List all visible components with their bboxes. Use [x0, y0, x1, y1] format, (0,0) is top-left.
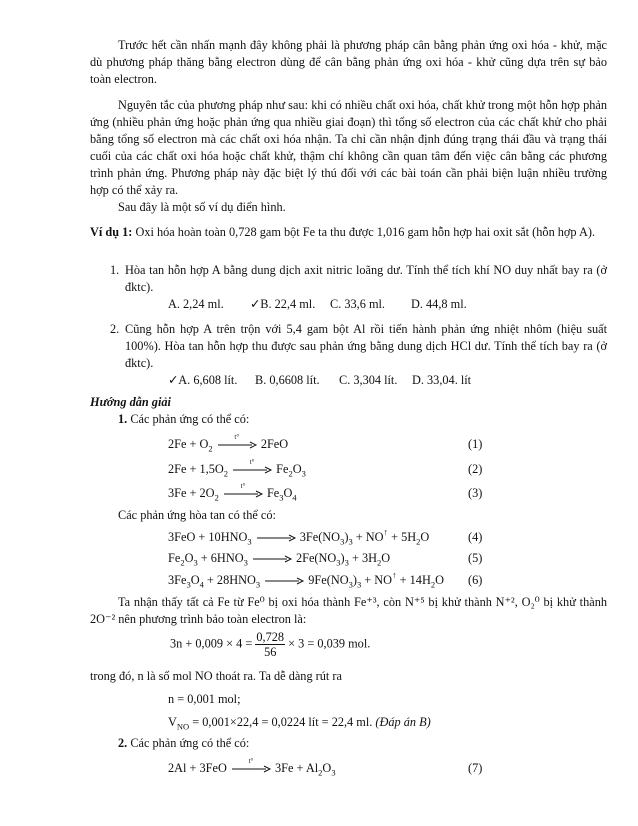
question-2-text: Cũng hỗn hợp A trên trộn với 5,4 gam bột Al rồi tiến hành phản ứng nhiệt nhôm (hiệu suất 100%). Hòa tan hỗn hợp thu được sau phản ứng bằng dung dịch HCl dư. Tính thể tích bay ra (ở đktc).: [125, 322, 607, 370]
example-text: Oxi hóa hoàn toàn 0,728 gam bột Fe ta thu được 1,016 gam hỗn hợp hai oxit sắt (hỗn hợp A).: [135, 225, 596, 239]
step-2-number: 2.: [118, 736, 128, 750]
q2-option-a: ✓A. 6,608 lít.: [168, 373, 238, 387]
equation-5: $Fe_2O_3 + 6HNO_3$ $2Fe(NO_3)_3 + 3H_2O$: [168, 551, 391, 568]
electron-balance-equation: [170, 630, 370, 659]
q2-option-c: C. 3,304 lít.: [339, 373, 398, 387]
equation-1: $2Fe + O_2$ t° 2FeO: [168, 433, 289, 454]
equation-4: $3FeO + 10HNO_3$ $3Fe(NO_3)_3 + NO^↑ + 5H_2O$: [168, 527, 430, 547]
q2-option-d: D. 33,04. lít: [412, 373, 472, 387]
fraction-numerator: 0,728: [256, 630, 285, 644]
fraction-denominator: 56: [264, 645, 277, 659]
step-2-text: Các phản ứng có thể có:: [130, 736, 250, 750]
electron-note-line-2: 2O⁻² nên phương trình bảo toàn electron là:: [90, 612, 307, 626]
solution-step-1: [118, 411, 249, 428]
equation-number-5: (5): [468, 551, 483, 565]
example-1: [90, 224, 638, 241]
heat-arrow-icon: t°: [231, 466, 273, 474]
q1-option-d: D. 44,8 ml.: [411, 297, 467, 311]
solution-heading: Hướng dẫn giải: [90, 395, 171, 409]
intro-paragraph-1: Trước hết cần nhấn mạnh đây không phải là phương pháp cân bằng phản ứng oxi hóa - khử, mặc dù phương pháp thăng bằng electron dùng để cân bằng phản ứng oxi hóa - khử cũng dựa trên sự bảo toàn electron.: [90, 38, 607, 86]
equation-number-7: (7): [468, 761, 483, 775]
equation-number-2: (2): [468, 462, 483, 476]
heat-arrow-icon: t°: [222, 490, 264, 498]
answer-note: (Đáp án B): [375, 715, 431, 729]
q1-option-a: A. 2,24 ml.: [168, 297, 224, 311]
equation-7: 2Al + 3FeO t° $3Fe + Al_2O_3$: [168, 757, 336, 778]
example-label: Ví dụ 1:: [90, 225, 133, 239]
fraction: [255, 630, 285, 659]
equation-number-1: (1): [468, 437, 483, 451]
electron-note-line-1: Ta nhận thấy tất cả Fe từ Fe⁰ bị oxi hóa thành Fe⁺³, còn N⁺⁵ bị khử thành N⁺², O₂⁰ bị khử thành: [118, 595, 607, 609]
balance-lhs: 3n + 0,009 × 4 =: [170, 636, 253, 651]
heat-arrow-icon: t°: [216, 441, 258, 449]
where-text: trong đó, n là số mol NO thoát ra. Ta dễ dàng rút ra: [90, 669, 342, 683]
step-1-text: Các phản ứng có thể có:: [130, 412, 250, 426]
heat-arrow-icon: t°: [230, 765, 272, 773]
balance-rhs: × 3 = 0,039 mol.: [288, 636, 371, 651]
arrow-icon: [255, 534, 297, 542]
intro-paragraph-2: Nguyên tắc của phương pháp như sau: khi có nhiều chất oxi hóa, chất khử trong một hỗn hợp phản ứng (nhiều phản ứng hoặc phản ứng qua nhiều giai đoạn) thì tổng số electron của các chất khử cho phải bằng tổng số electron mà các chất oxi hóa nhận. Ta chỉ cần nhận định đúng trạng thái đầu và trạng thái cuối của các chất oxi hóa hoặc chất khử, thậm chí không cần quan tâm đến việc cân bằng các phương trình phản ứng. Phương pháp này đặc biệt lý thú đối với các bài toán cần phải biện luận nhiều trường hợp có thể xảy ra.: [90, 98, 607, 197]
question-1-number: 1.: [110, 263, 120, 277]
equation-2: $2Fe + 1,5O_2$ t° $Fe_2O_3$: [168, 458, 306, 479]
equation-number-3: (3): [468, 486, 483, 500]
equation-number-4: (4): [468, 530, 483, 544]
equation-3: $3Fe + 2O_2$ t° $Fe_3O_4$: [168, 482, 297, 503]
vno-result: $V_{NO} = 0,001\times 22,4 = 0,0224$ lít = 22,4 ml. (Đáp án B): [168, 715, 431, 732]
arrow-icon: [263, 577, 305, 585]
q1-option-b: ✓B. 22,4 ml.: [250, 297, 316, 311]
solution-step-2: [118, 735, 249, 752]
equation-6: $3Fe_3O_4 + 28HNO_3$ $9Fe(NO_3)_3 + NO^↑ + 14H_2O$: [168, 570, 444, 590]
step-1-number: 1.: [118, 412, 128, 426]
dissolve-intro: Các phản ứng hòa tan có thể có:: [118, 508, 276, 522]
equation-number-6: (6): [468, 573, 483, 587]
q1-option-c: C. 33,6 ml.: [330, 297, 385, 311]
vno-value: = 0,001×22,4 = 0,0224 lít = 22,4 ml.: [192, 715, 373, 729]
arrow-icon: [251, 555, 293, 563]
n-result: n = 0,001 mol;: [168, 692, 241, 706]
q2-option-b: B. 0,6608 lít.: [255, 373, 320, 387]
intro-paragraph-3: Sau đây là một số ví dụ điển hình.: [118, 200, 286, 214]
question-1-text: Hòa tan hỗn hợp A bằng dung dịch axit nitric loãng dư. Tính thể tích khí NO duy nhất bay ra (ở đktc).: [125, 263, 607, 294]
question-2-number: 2.: [110, 322, 120, 336]
